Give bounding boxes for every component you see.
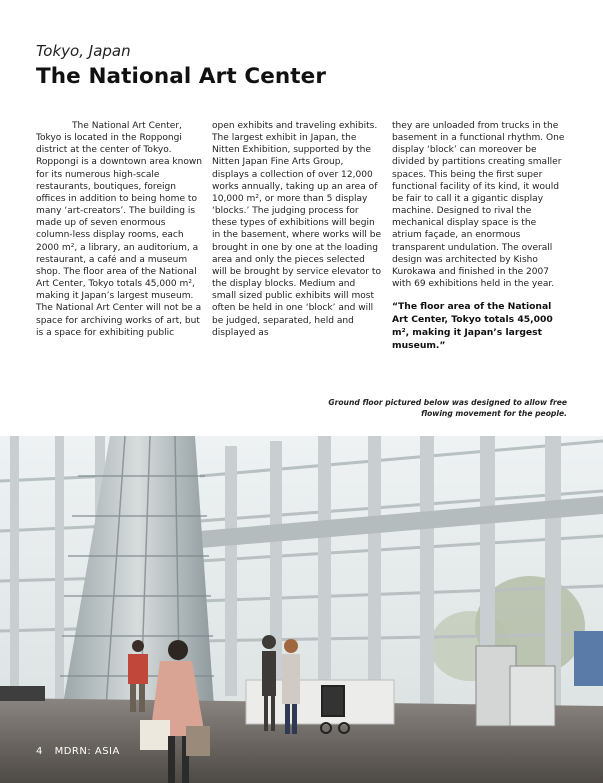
article-column-1 <box>36 120 204 339</box>
page-footer <box>36 746 128 757</box>
article-text: The National Art Center, Tokyo is located in the Roppongi district at the center of Tokyo. Roppongi is a downtown area known for its numerous high-scale restaurants, boutiques, foreign offices in addition to being home to many ‘art-creators’. The building is made up of seven enormous column-less display rooms, each 2000 m², a library, an auditorium, a restaurant, a café and a museum shop. The floor area of the National Art Center, Tokyo totals 45,000 m², making it Japan’s largest museum. The National Art Center will not be a space for archiving works of art, but is a space for exhibiting public <box>36 121 203 338</box>
article-column-2 <box>212 120 382 339</box>
article-text: they are unloaded from trucks in the basement in a functional rhythm. One display ‘block’ can moreover be divided by partitions creating smaller spaces. This being the first super functional facility of its kind, it would be fair to call it a gigantic display machine. Designed to rival the mechanical display space is the atrium façade, an enormous transparent undulation. The overall design was architected by Kisho Kurokawa and finished in the 2007 with 69 exhibitions held in the year. <box>392 121 565 290</box>
atrium-photo <box>0 436 603 783</box>
page-number: 4 <box>36 746 43 757</box>
article-text: open exhibits and traveling exhibits. The largest exhibit in Japan, the Nitten Exhibition, supported by the Nitten Japan Fine Arts Group, displays a collection of over 12,000 works annually, taking up an area of 10,000 m², or more than 5 display ‘blocks.’ The judging process for these types of exhibitions will begin in the basement, where works will be brought in one by one at the loading area and only the pieces selected will be brought by service elevator to the display blocks. Medium and small sized public exhibits will most often be held in one ‘block’ and will be judged, separated, held and displayed as <box>212 121 382 338</box>
page-title: The National Art Center <box>36 64 327 89</box>
publication-name: MDRN: ASIA <box>54 746 120 757</box>
location-label: Tokyo, Japan <box>36 42 131 60</box>
pull-quote: “The floor area of the National Art Center, Tokyo totals 45,000 m², making it Japan’s largest museum.” <box>392 301 553 352</box>
article-column-3 <box>392 120 568 352</box>
photo-caption: Ground floor pictured below was designed to allow free flowing movement for the people. <box>328 398 567 418</box>
